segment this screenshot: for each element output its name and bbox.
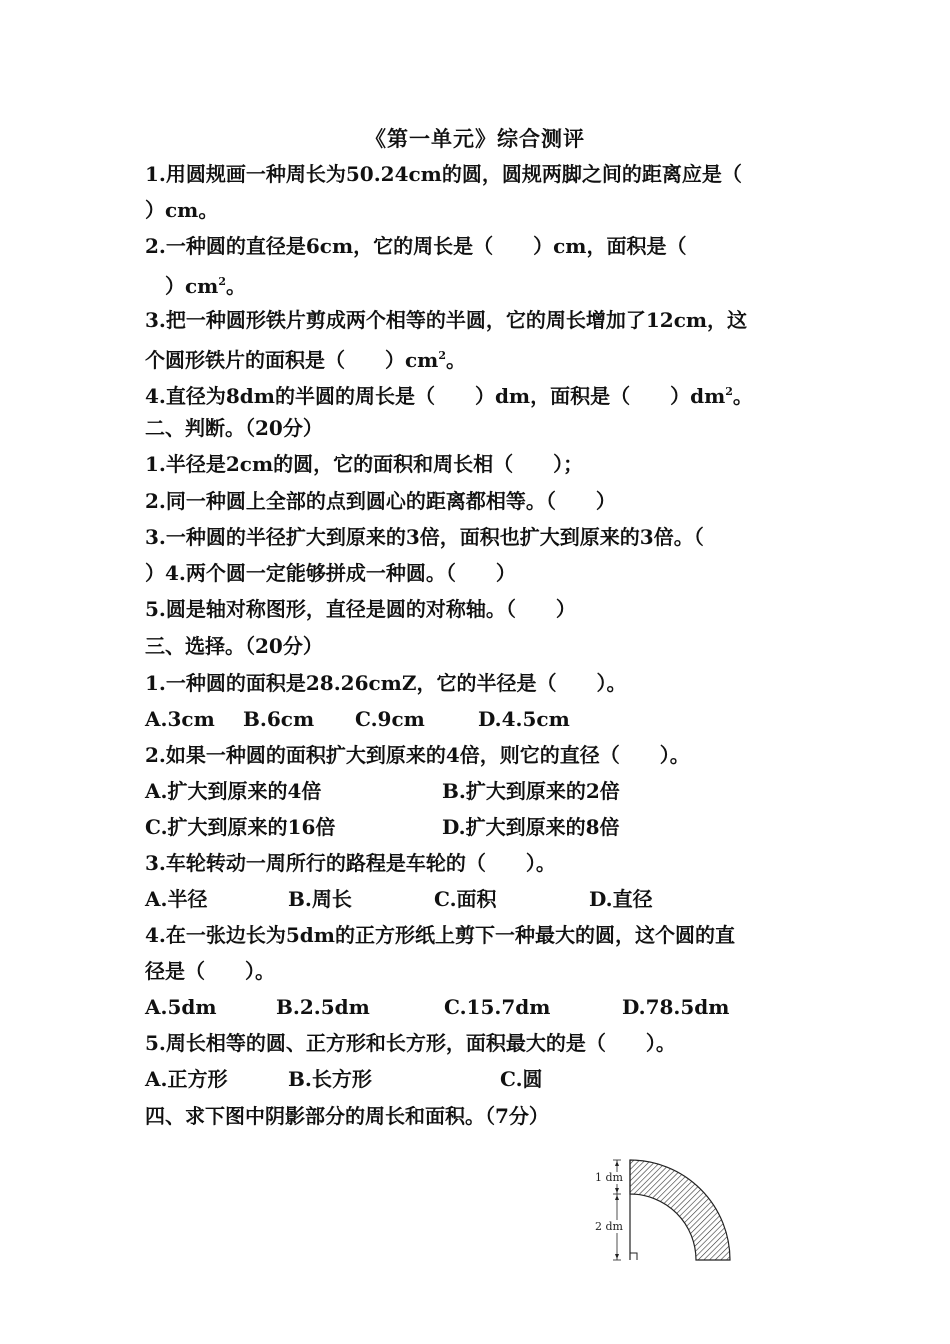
fill-q1-line2: ）cm。: [145, 198, 219, 222]
choice-q3-option-a: A.半径: [145, 887, 208, 911]
choice-q1: 1.一种圆的面积是28.26cmZ，它的半径是（ ）。: [145, 671, 627, 695]
choice-q5-option-b: B.长方形: [288, 1067, 372, 1091]
choice-q5-option-c: C.圆: [500, 1067, 543, 1091]
superscript-2: 2: [725, 385, 733, 398]
right-angle-mark: [630, 1253, 637, 1260]
choice-q4-line1: 4.在一张边长为5dm的正方形纸上剪下一种最大的圆，这个圆的直: [145, 923, 735, 947]
judge-heading: 二、判断。（20分）: [145, 416, 323, 440]
fill-q4-text: 4.直径为8dm的半圆的周长是（ ）dm，面积是（ ）dm: [145, 384, 726, 408]
choice-q3-option-b: B.周长: [288, 887, 352, 911]
shaded-ring-figure: [585, 1152, 745, 1272]
judge-q3: 3.一种圆的半径扩大到原来的3倍，面积也扩大到原来的3倍。（: [145, 525, 704, 549]
choice-q4-line2: 径是（ ）。: [145, 959, 275, 983]
fill-q2-line1: 2.一种圆的直径是6cm，它的周长是（ ）cm，面积是（: [145, 234, 687, 258]
choice-q5: 5.周长相等的圆、正方形和长方形，面积最大的是（ ）。: [145, 1031, 676, 1055]
choice-q4-option-c: C.15.7dm: [444, 995, 551, 1019]
label-outer-width: 1 dm: [595, 1171, 623, 1184]
fill-q2-end: 。: [226, 274, 246, 298]
superscript-2: 2: [438, 349, 446, 362]
fill-q4-end: 。: [732, 384, 753, 408]
choice-q3-option-d: D.直径: [589, 887, 653, 911]
choice-q1-option-b: B.6cm: [243, 707, 315, 731]
choice-q4-option-d: D.78.5dm: [622, 995, 730, 1019]
judge-q5: 5.圆是轴对称图形，直径是圆的对称轴。（ ）: [145, 597, 576, 621]
page-title: 《第一单元》综合测评: [365, 126, 585, 151]
choice-q2-option-b: B.扩大到原来的2倍: [442, 779, 620, 803]
choice-q3-option-c: C.面积: [434, 887, 497, 911]
label-inner-radius: 2 dm: [595, 1220, 623, 1233]
judge-q1: 1.半径是2cm的圆，它的面积和周长相（ ）；: [145, 452, 584, 476]
choice-q2-option-a: A.扩大到原来的4倍: [145, 779, 322, 803]
choice-q2: 2.如果一种圆的面积扩大到原来的4倍，则它的直径（ ）。: [145, 743, 690, 767]
section4-heading: 四、求下图中阴影部分的周长和面积。（7分）: [145, 1104, 549, 1128]
shaded-quarter-ring: [630, 1160, 730, 1260]
choice-q1-option-c: C.9cm: [355, 707, 425, 731]
choice-q5-option-a: A.正方形: [145, 1067, 228, 1091]
choice-q1-option-a: A.3cm: [145, 707, 215, 731]
fill-q3-line2: [145, 343, 810, 373]
fill-q1-line1: 1.用圆规画一种周长为50.24cm的圆，圆规两脚之间的距离应是（: [145, 162, 742, 186]
superscript-2: 2: [218, 275, 226, 288]
fill-q2-text: ）cm: [145, 274, 219, 298]
judge-q2: 2.同一种圆上全部的点到圆心的距离都相等。（ ）: [145, 489, 616, 513]
fill-q2-line2: [145, 269, 810, 299]
choice-heading: 三、选择。（20分）: [145, 634, 323, 658]
fill-q3-text: 个圆形铁片的面积是（ ）cm: [145, 348, 439, 372]
fill-q4: [145, 379, 810, 409]
choice-q2-option-c: C.扩大到原来的16倍: [145, 815, 336, 839]
judge-q3-q4: ）4.两个圆一定能够拼成一种圆。（ ）: [145, 561, 516, 585]
choice-q4-option-b: B.2.5dm: [276, 995, 370, 1019]
fill-q3-line1: 3.把一种圆形铁片剪成两个相等的半圆，它的周长增加了12cm，这: [145, 308, 748, 332]
fill-q3-end: 。: [446, 348, 466, 372]
choice-q3: 3.车轮转动一周所行的路程是车轮的（ ）。: [145, 851, 556, 875]
choice-q4-option-a: A.5dm: [145, 995, 217, 1019]
choice-q1-option-d: D.4.5cm: [478, 707, 570, 731]
choice-q2-option-d: D.扩大到原来的8倍: [442, 815, 620, 839]
